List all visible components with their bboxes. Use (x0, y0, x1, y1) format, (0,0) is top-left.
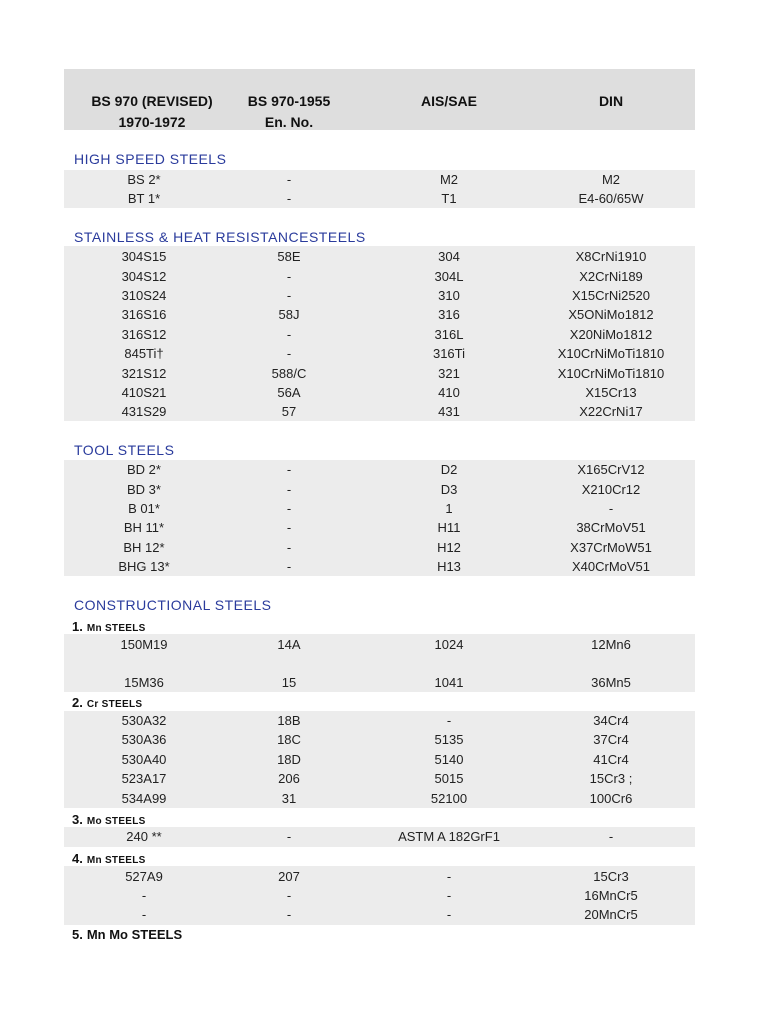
table-cell: 316S16 (121, 307, 167, 322)
table-row (64, 305, 695, 324)
table-cell: 58E (277, 249, 301, 264)
table-cell: 316S12 (121, 327, 167, 342)
table-cell: 207 (278, 869, 300, 884)
subsection-label: Mn Mo STEELS (86, 927, 183, 942)
table-cell: BH 12* (123, 540, 165, 555)
table-cell: X22CrNi17 (579, 404, 643, 419)
table-cell: 20MnCr5 (584, 907, 638, 922)
table-cell: X2CrNi189 (579, 269, 643, 284)
table-cell: 57 (281, 404, 297, 419)
table-cell: 150M19 (120, 637, 168, 652)
table-cell: B 01* (128, 501, 160, 516)
table-cell: - (286, 907, 292, 922)
table-cell: X40CrMoV51 (571, 559, 651, 574)
table-cell: X165CrV12 (577, 462, 645, 477)
table-cell: 310 (438, 288, 460, 303)
table-cell: X37CrMoW51 (570, 540, 652, 555)
section-title: TOOL STEELS (74, 442, 175, 458)
subsection-number: 5. (72, 927, 83, 942)
table-cell: 14A (277, 637, 301, 652)
table-cell: 18D (277, 752, 301, 767)
row-group (64, 460, 695, 576)
table-cell: 1041 (434, 675, 464, 690)
table-row (64, 480, 695, 499)
table-cell: 58J (278, 307, 300, 322)
table-cell: 5140 (434, 752, 464, 767)
table-cell: - (286, 462, 292, 477)
table-cell: 530A32 (121, 713, 167, 728)
table-cell: 12Mn6 (591, 637, 631, 652)
table-row (64, 886, 695, 905)
table-cell: - (286, 288, 292, 303)
table-cell: - (286, 172, 292, 187)
table-row (64, 635, 695, 654)
table-cell: 52100 (430, 791, 468, 806)
table-cell: 16MnCr5 (584, 888, 638, 903)
table-row (64, 518, 695, 537)
table-row (64, 711, 695, 730)
table-row (64, 538, 695, 557)
table-cell: 15Cr3 ; (589, 771, 633, 786)
table-cell: 18B (277, 713, 301, 728)
table-cell: BH 11* (123, 520, 165, 535)
table-cell: X10CrNiMoTi1810 (557, 366, 665, 381)
table-row (64, 730, 695, 749)
table-cell: H12 (437, 540, 461, 555)
table-row (64, 789, 695, 808)
table-cell: 15M36 (124, 675, 164, 690)
table-cell: 5015 (434, 771, 464, 786)
table-row (64, 673, 695, 692)
table-cell: BD 3* (127, 482, 161, 497)
row-group (64, 866, 695, 925)
subsection-label: Mn STEELS (86, 623, 146, 634)
subsection-number: 3. (72, 812, 83, 827)
table-cell: X8CrNi1910 (575, 249, 647, 264)
table-cell: 431 (438, 404, 460, 419)
table-cell: 37Cr4 (593, 732, 629, 747)
table-cell: - (286, 269, 292, 284)
table-cell: X210Cr12 (581, 482, 641, 497)
table-row (64, 402, 695, 421)
subsection-number: 2. (72, 695, 83, 710)
table-cell: - (286, 501, 292, 516)
table-cell: 321S12 (121, 366, 167, 381)
header-col2-line1: BS 970-1955 (247, 93, 331, 109)
table-cell: - (608, 501, 614, 516)
subsection-title (72, 927, 182, 942)
table-cell: 18C (277, 732, 301, 747)
table-cell: 410S21 (121, 385, 167, 400)
row-group (64, 711, 695, 808)
table-cell: - (286, 482, 292, 497)
table-cell: - (446, 888, 452, 903)
table-cell: 1 (445, 501, 453, 516)
table-cell: H11 (437, 520, 461, 535)
header-ais-sae: AIS/SAE (420, 93, 477, 109)
table-row (64, 286, 695, 305)
section-title: STAINLESS & HEAT RESISTANCESTEELS (74, 229, 366, 245)
subsection-title (72, 812, 146, 827)
subsection-label: Cr STEELS (86, 699, 143, 710)
table-row (64, 867, 695, 886)
subsection-number: 4. (72, 851, 83, 866)
table-cell: D3 (440, 482, 458, 497)
table-cell: 304S12 (121, 269, 167, 284)
table-cell: 321 (438, 366, 460, 381)
table-cell: 206 (278, 771, 300, 786)
table-cell: 304S15 (121, 249, 167, 264)
table-cell: 56A (277, 385, 301, 400)
table-cell: - (286, 888, 292, 903)
table-row (64, 557, 695, 576)
table-cell: 100Cr6 (589, 791, 633, 806)
table-cell: 41Cr4 (593, 752, 629, 767)
row-group (64, 827, 695, 847)
subsection-title (72, 851, 146, 866)
table-cell: - (286, 346, 292, 361)
table-row (64, 189, 695, 208)
section-title: HIGH SPEED STEELS (74, 151, 227, 167)
table-cell: X15CrNi2520 (571, 288, 651, 303)
table-row (64, 325, 695, 344)
table-cell: 316Ti (432, 346, 466, 361)
table-cell: - (141, 907, 147, 922)
table-cell: - (446, 869, 452, 884)
table-cell: M2 (601, 172, 621, 187)
table-row (64, 905, 695, 924)
table-row (64, 247, 695, 266)
table-cell: 530A40 (121, 752, 167, 767)
section-title: CONSTRUCTIONAL STEELS (74, 597, 272, 613)
table-row (64, 170, 695, 189)
table-cell: 304 (438, 249, 460, 264)
table-cell: 527A9 (125, 869, 163, 884)
header-col1-line2: 1970-1972 (118, 114, 186, 130)
table-cell: - (141, 888, 147, 903)
table-cell: M2 (439, 172, 459, 187)
header-col1-line1: BS 970 (REVISED) (91, 93, 213, 109)
subsection-label: Mn STEELS (86, 855, 146, 866)
table-cell: 530A36 (121, 732, 167, 747)
table-cell: 523A17 (121, 771, 167, 786)
table-row (64, 827, 695, 846)
table-cell: E4-60/65W (578, 191, 644, 206)
table-cell: 34Cr4 (593, 713, 629, 728)
table-cell: 304L (434, 269, 464, 284)
table-cell: - (286, 520, 292, 535)
table-cell: - (446, 713, 452, 728)
table-row (64, 499, 695, 518)
table-row (64, 769, 695, 788)
table-cell: ASTM A 182GrF1 (398, 829, 500, 844)
table-cell: 431S29 (121, 404, 167, 419)
table-cell: 15 (281, 675, 297, 690)
table-row (64, 267, 695, 286)
table-cell: - (286, 829, 292, 844)
header-bs970-1955 (209, 91, 369, 133)
table-cell: T1 (441, 191, 457, 206)
table-cell: 240 ** (126, 829, 162, 844)
subsection-title (72, 695, 142, 710)
row-group (64, 170, 695, 208)
subsection-label: Mo STEELS (86, 816, 146, 827)
subsection-title (72, 619, 146, 634)
header-din: DIN (598, 93, 624, 109)
table-cell: 845Ti† (124, 346, 164, 361)
table-header (64, 69, 695, 130)
table-row (64, 364, 695, 383)
table-cell: 1024 (434, 637, 464, 652)
table-row (64, 750, 695, 769)
table-cell: 316 (438, 307, 460, 322)
table-cell: - (286, 191, 292, 206)
table-cell: 38CrMoV51 (576, 520, 646, 535)
table-cell: 31 (281, 791, 297, 806)
table-cell: X10CrNiMoTi1810 (557, 346, 665, 361)
row-group (64, 634, 695, 692)
table-cell: BS 2* (127, 172, 161, 187)
table-cell: 5135 (434, 732, 464, 747)
row-group (64, 246, 695, 421)
table-cell: D2 (440, 462, 458, 477)
table-cell: 410 (438, 385, 460, 400)
table-cell: BD 2* (127, 462, 161, 477)
table-cell: - (286, 540, 292, 555)
table-cell: X15Cr13 (585, 385, 637, 400)
table-cell: 534A99 (121, 791, 167, 806)
table-cell: H13 (437, 559, 461, 574)
table-cell: X5ONiMo1812 (568, 307, 654, 322)
table-cell: - (608, 829, 614, 844)
table-cell: 310S24 (121, 288, 167, 303)
table-row (64, 383, 695, 402)
table-cell: 36Mn5 (591, 675, 631, 690)
table-row (64, 344, 695, 363)
table-cell: BHG 13* (118, 559, 170, 574)
table-cell: - (446, 907, 452, 922)
subsection-number: 1. (72, 619, 83, 634)
header-col2-line2: En. No. (264, 114, 314, 130)
table-cell: 316L (434, 327, 464, 342)
table-cell: 15Cr3 (593, 869, 629, 884)
table-cell: X20NiMo1812 (569, 327, 653, 342)
table-cell: BT 1* (127, 191, 161, 206)
table-cell: 588/C (271, 366, 307, 381)
table-row (64, 460, 695, 479)
table-cell: - (286, 559, 292, 574)
table-cell: - (286, 327, 292, 342)
